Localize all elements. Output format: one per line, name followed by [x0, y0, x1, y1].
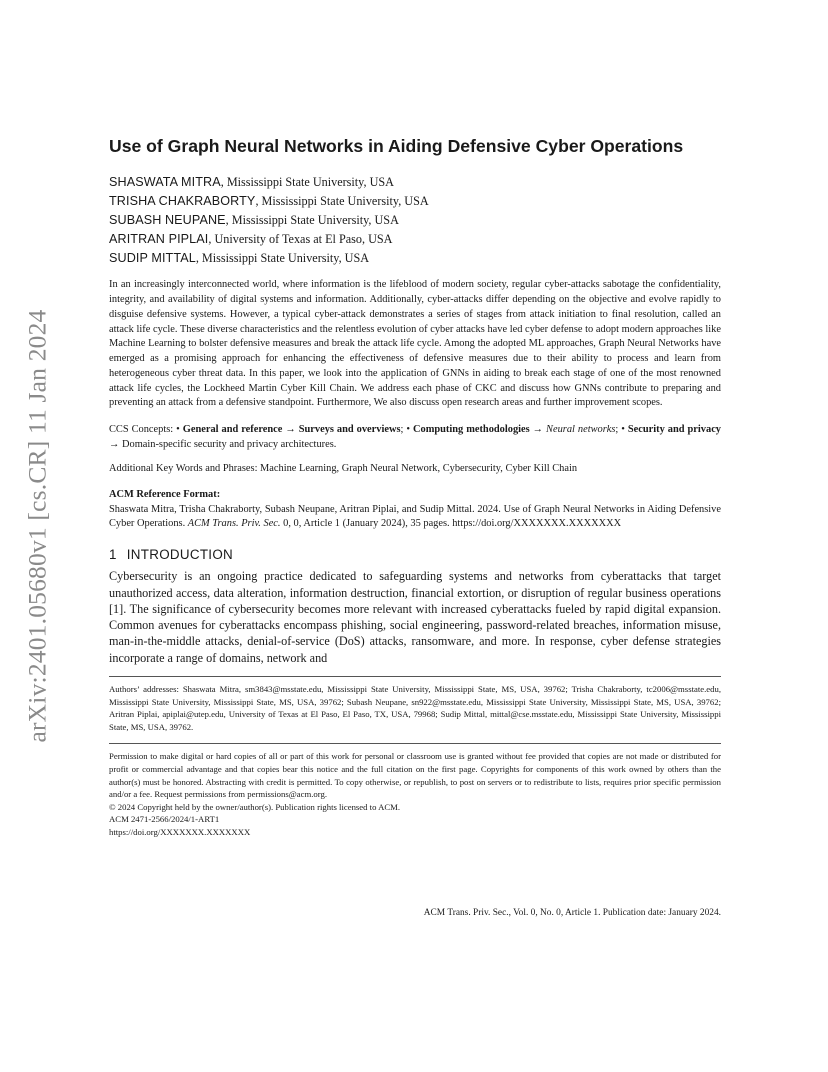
author-entry [109, 173, 721, 192]
authors-addresses: Authors’ addresses: Shaswata Mitra, sm3843@msstate.edu, Mississippi State University, Mississippi State, MS, USA, 39762; Trisha Chakraborty, tc2006@msstate.edu, Mississippi State University, Mississippi State, MS, USA, 39762; Subash Neupane, sn922@msstate.edu, Mississippi State University, Mississippi State, MS, USA, 39762; Aritran Piplai, apiplai@utep.edu, University of Texas at El Paso, El Paso, TX, USA, 79968; Sudip Mittal, mittal@cse.msstate.edu, Mississippi State University, Mississippi State, MS, USA, 39762. [109, 684, 721, 732]
ccs-concepts [109, 423, 721, 453]
ccs-arrow: → [282, 424, 299, 436]
author-entry [109, 249, 721, 268]
author-entry [109, 192, 721, 211]
ccs-subconcept-3: Domain-specific security and privacy architectures. [122, 439, 337, 451]
author-entry [109, 230, 721, 249]
acm-identifier: ACM 2471-2566/2024/1-ART1 [109, 814, 220, 825]
introduction-paragraph: Cybersecurity is an ongoing practice dedicated to safeguarding systems and networks from cyberattacks that target unauthorized access, data alteration, information destruction, financial extortion, or disruption of regular business operations [1]. The significance of cybersecurity becomes more relevant with increased cyberattacks fueled by rapid digital expansion. Common avenues for cyberattacks encompass phishing, social engineering, password-related breaches, information misuse, man-in-the-middle attacks, denial-of-service (DoS) attacks, ransomware, and more. In response, cyber defense strategies incorporate a range of domains, network and [109, 569, 721, 665]
running-footer: ACM Trans. Priv. Sec., Vol. 0, No. 0, Article 1. Publication date: January 2024. [423, 908, 721, 918]
ccs-concept-1: General and reference [182, 424, 283, 436]
reference-details: 0, 0, Article 1 (January 2024), 35 pages. https://doi.org/XXXXXXX.XXXXXXX [280, 518, 622, 530]
section-number: 1 [109, 547, 117, 563]
ccs-separator: ; • [400, 424, 413, 436]
author-affiliation: , Mississippi State University, USA [255, 194, 429, 209]
arxiv-identifier-stamp [16, 286, 60, 766]
ccs-separator: ; • [615, 424, 628, 436]
additional-keywords: Additional Key Words and Phrases: Machine Learning, Graph Neural Network, Cybersecurity, Cyber Kill Chain [109, 462, 578, 474]
ccs-concept-2: Computing methodologies [413, 424, 530, 436]
permission-divider [109, 743, 721, 744]
author-name: SUBASH NEUPANE [109, 213, 226, 228]
ccs-concept-3: Security and privacy [627, 424, 721, 436]
arxiv-identifier-text: arXiv:2401.05680v1 [cs.CR] 11 Jan 2024 [23, 309, 53, 743]
ccs-subconcept-1: Surveys and overviews [298, 424, 401, 436]
author-entry [109, 211, 721, 230]
author-name: SHASWATA MITRA [109, 175, 221, 190]
abstract: In an increasingly interconnected world, where information is the lifeblood of modern society, regular cyber-attacks sabotage the confidentiality, integrity, and availability of digital systems and information. Additionally, cyber-attacks differ depending on the objective and evolve rapidly to disguise defensive systems. However, a typical cyber-attack demonstrates a series of stages from attack initiation to final resolution, called an attack life cycle. These diverse characteristics and the relentless evolution of cyber attacks have led cyber defense to adopt modern approaches like Machine Learning to bolster defensive measures and break the attack life cycle. Among the adopted ML approaches, Graph Neural Networks have emerged as a promising approach for enhancing the effectiveness of defensive measures due to their ability to process and learn from heterogeneous cyber threat data. In this paper, we look into the application of GNNs in aiding to break each stage of one of the most renowned attack life cycles, the Lockheed Martin Cyber Kill Chain. We address each phase of CKC and discuss how GNNs contribute to preparing and preventing an attack from a defensive standpoint. Furthermore, We also discuss open research areas and further improvement scopes. [109, 279, 721, 409]
ccs-arrow: → [109, 439, 122, 451]
author-affiliation: , Mississippi State University, USA [225, 213, 399, 228]
author-name: SUDIP MITTAL [109, 251, 196, 266]
section-heading-introduction [109, 546, 721, 564]
ccs-arrow: → [529, 424, 547, 436]
author-affiliation: , Mississippi State University, USA [195, 251, 370, 266]
author-list [109, 173, 721, 268]
author-name: TRISHA CHAKRABORTY [109, 194, 256, 209]
reference-journal: ACM Trans. Priv. Sec. [187, 518, 281, 530]
acm-reference-heading: ACM Reference Format: [109, 488, 221, 500]
author-affiliation: , University of Texas at El Paso, USA [208, 232, 393, 247]
author-name: ARITRAN PIPLAI [109, 232, 209, 247]
author-affiliation: , Mississippi State University, USA [220, 175, 394, 190]
ccs-prefix: CCS Concepts: • [109, 424, 183, 436]
ccs-subconcept-2: Neural networks [546, 424, 616, 436]
paper-title: Use of Graph Neural Networks in Aiding Defensive Cyber Operations [109, 136, 684, 156]
paper-first-page [109, 136, 721, 839]
reference-citation: Shaswata Mitra, Trisha Chakraborty, Subash Neupane, Aritran Piplai, and Sudip Mittal. 2024. Use of Graph Neural Networks in Aiding Defensive Cyber Operations. [109, 503, 721, 530]
section-title: INTRODUCTION [126, 547, 234, 563]
acm-reference-text [109, 503, 721, 533]
permission-notice: Permission to make digital or hard copies of all or part of this work for personal or classroom use is granted without fee provided that copies are not made or distributed for profit or commercial advantage and that copies bear this notice and the full citation on the first page. Copyrights for components of this work owned by others than the author(s) must be honored. Abstracting with credit is permitted. To copy otherwise, or republish, to post on servers or to redistribute to lists, requires prior specific permission and/or a fee. Request permissions from permissions@acm.org. [109, 751, 721, 800]
copyright-line: © 2024 Copyright held by the owner/author(s). Publication rights licensed to ACM. [109, 801, 401, 812]
doi-link[interactable]: https://doi.org/XXXXXXX.XXXXXXX [109, 826, 251, 837]
footnote-divider [109, 676, 721, 677]
